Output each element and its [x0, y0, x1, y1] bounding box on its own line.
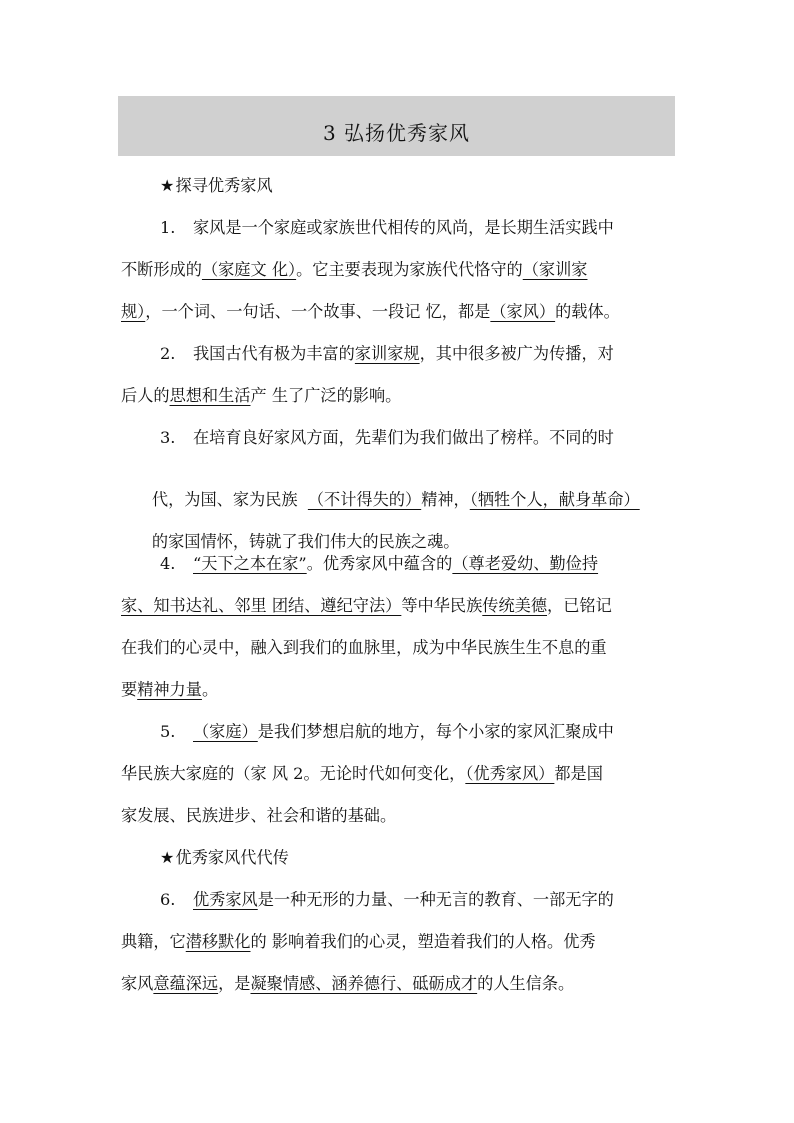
- answer-blank: 意蕴深远: [153, 974, 219, 993]
- paragraph-line: [121, 638, 681, 658]
- paragraph-line: [121, 428, 681, 448]
- text-run: 的人生信条。: [477, 974, 575, 993]
- answer-blank: （不计得失的）: [307, 490, 422, 509]
- paragraph-line: [121, 890, 681, 910]
- answer-blank: 规）: [121, 302, 146, 321]
- text-run: 精神，: [421, 490, 470, 509]
- text-run: 。: [201, 680, 219, 699]
- text-run: 在培育良好家风方面，先辈们为我们做出了榜样。不同的时: [193, 428, 614, 447]
- star-icon: ★: [160, 848, 175, 867]
- text-run: 我国古代有极为丰富的: [193, 344, 355, 363]
- answer-blank: （家庭）: [193, 722, 258, 741]
- answer-blank: 家训家规: [354, 344, 420, 363]
- text-run: 的载体。: [555, 302, 620, 321]
- answer-blank: （家风）: [490, 302, 556, 321]
- answer-blank: 思想和生活: [169, 386, 251, 405]
- text-run: ，一个词、一句话、一个故事、一段记 忆，都是: [145, 302, 491, 321]
- paragraph-line: [121, 554, 681, 574]
- section-heading-text: 探寻优秀家风: [175, 176, 273, 195]
- text-run: 是我们梦想启航的地方，每个小家的家风汇聚成中: [257, 722, 614, 741]
- text-run: 家发展、民族进步、社会和谐的基础。: [121, 806, 397, 825]
- paragraph-line: [121, 344, 681, 364]
- text-run: 都是国: [554, 764, 603, 783]
- text-run: 代，为国、家为民族: [141, 490, 308, 509]
- text-run: 在我们的心灵中，融入到我们的血脉里，成为中华民族生生不息的重: [121, 638, 607, 657]
- star-icon: ★: [160, 176, 175, 195]
- text-run: 的家国情怀，铸就了我们伟大的民族之魂。: [141, 532, 460, 551]
- answer-blank: （牺牲个人，献身革命）: [469, 490, 640, 509]
- text-run: 要: [121, 680, 138, 699]
- paragraph-line: [121, 932, 681, 952]
- section-heading-pass-on: [160, 848, 720, 868]
- item-number: 4.: [160, 554, 176, 573]
- answer-blank: 潜移默化: [185, 932, 251, 951]
- paragraph-line: [121, 260, 681, 280]
- paragraph-line: [121, 596, 681, 616]
- text-run: ，已铭记: [547, 596, 612, 615]
- item-number: 6.: [160, 890, 176, 909]
- text-run: ，是: [218, 974, 251, 993]
- answer-blank: 凝聚情感、涵养德行、砥砺成才: [250, 974, 478, 993]
- text-run: 产 生了广泛的影响。: [250, 386, 402, 405]
- text-run: ，其中很多被广为传播，对: [419, 344, 614, 363]
- text-run: 是一种无形的力量、一种无言的教育、一部无字的: [257, 890, 614, 909]
- section-heading-explore: [160, 176, 720, 196]
- paragraph-line: [121, 764, 681, 784]
- text-run: 典籍，它: [121, 932, 186, 951]
- page-title: 3 弘扬优秀家风: [322, 120, 471, 145]
- answer-blank: 优秀家风: [193, 890, 258, 909]
- paragraph-line: [121, 806, 681, 826]
- paragraph-line: [121, 218, 681, 238]
- answer-blank: 家、知书达礼、邻里 团结、遵纪守法）: [121, 596, 402, 615]
- item-number: 2.: [160, 344, 176, 363]
- answer-blank: （家训家: [522, 260, 588, 279]
- section-heading-text: 优秀家风代代传: [175, 848, 289, 867]
- text-run: 后人的: [121, 386, 170, 405]
- text-run: 家风: [121, 974, 154, 993]
- text-run: 不断形成的: [121, 260, 202, 279]
- text-run: 。它主要表现为家族代代恪守的: [296, 260, 523, 279]
- text-run: 的 影响着我们的心灵，塑造着我们的人格。优秀: [250, 932, 596, 951]
- item-number: 3.: [160, 428, 176, 447]
- answer-blank: （家庭文 化）: [201, 260, 297, 279]
- answer-blank: “天下之本在家”: [193, 554, 307, 573]
- title-banner: [118, 96, 675, 156]
- answer-blank: 传统美德: [482, 596, 548, 615]
- answer-blank: （尊老爱幼、勤俭持: [452, 554, 599, 573]
- item-number: 1.: [160, 218, 176, 237]
- text-run: 等中华民族: [401, 596, 483, 615]
- paragraph-line: [121, 974, 681, 994]
- paragraph-line: [121, 680, 681, 700]
- answer-blank: 精神力量: [137, 680, 202, 699]
- paragraph-line: [121, 386, 681, 406]
- text-run: 华民族大家庭的（家 风 2。无论时代如何变化，: [121, 764, 466, 783]
- item-number: 5.: [160, 722, 176, 741]
- paragraph-line: [121, 722, 681, 742]
- text-run: 家风是一个家庭或家族世代相传的风尚，是长期生活实践中: [193, 218, 614, 237]
- answer-blank: （优秀家风）: [465, 764, 555, 783]
- paragraph-line: [121, 302, 681, 322]
- text-run: 。优秀家风中蕴含的: [306, 554, 453, 573]
